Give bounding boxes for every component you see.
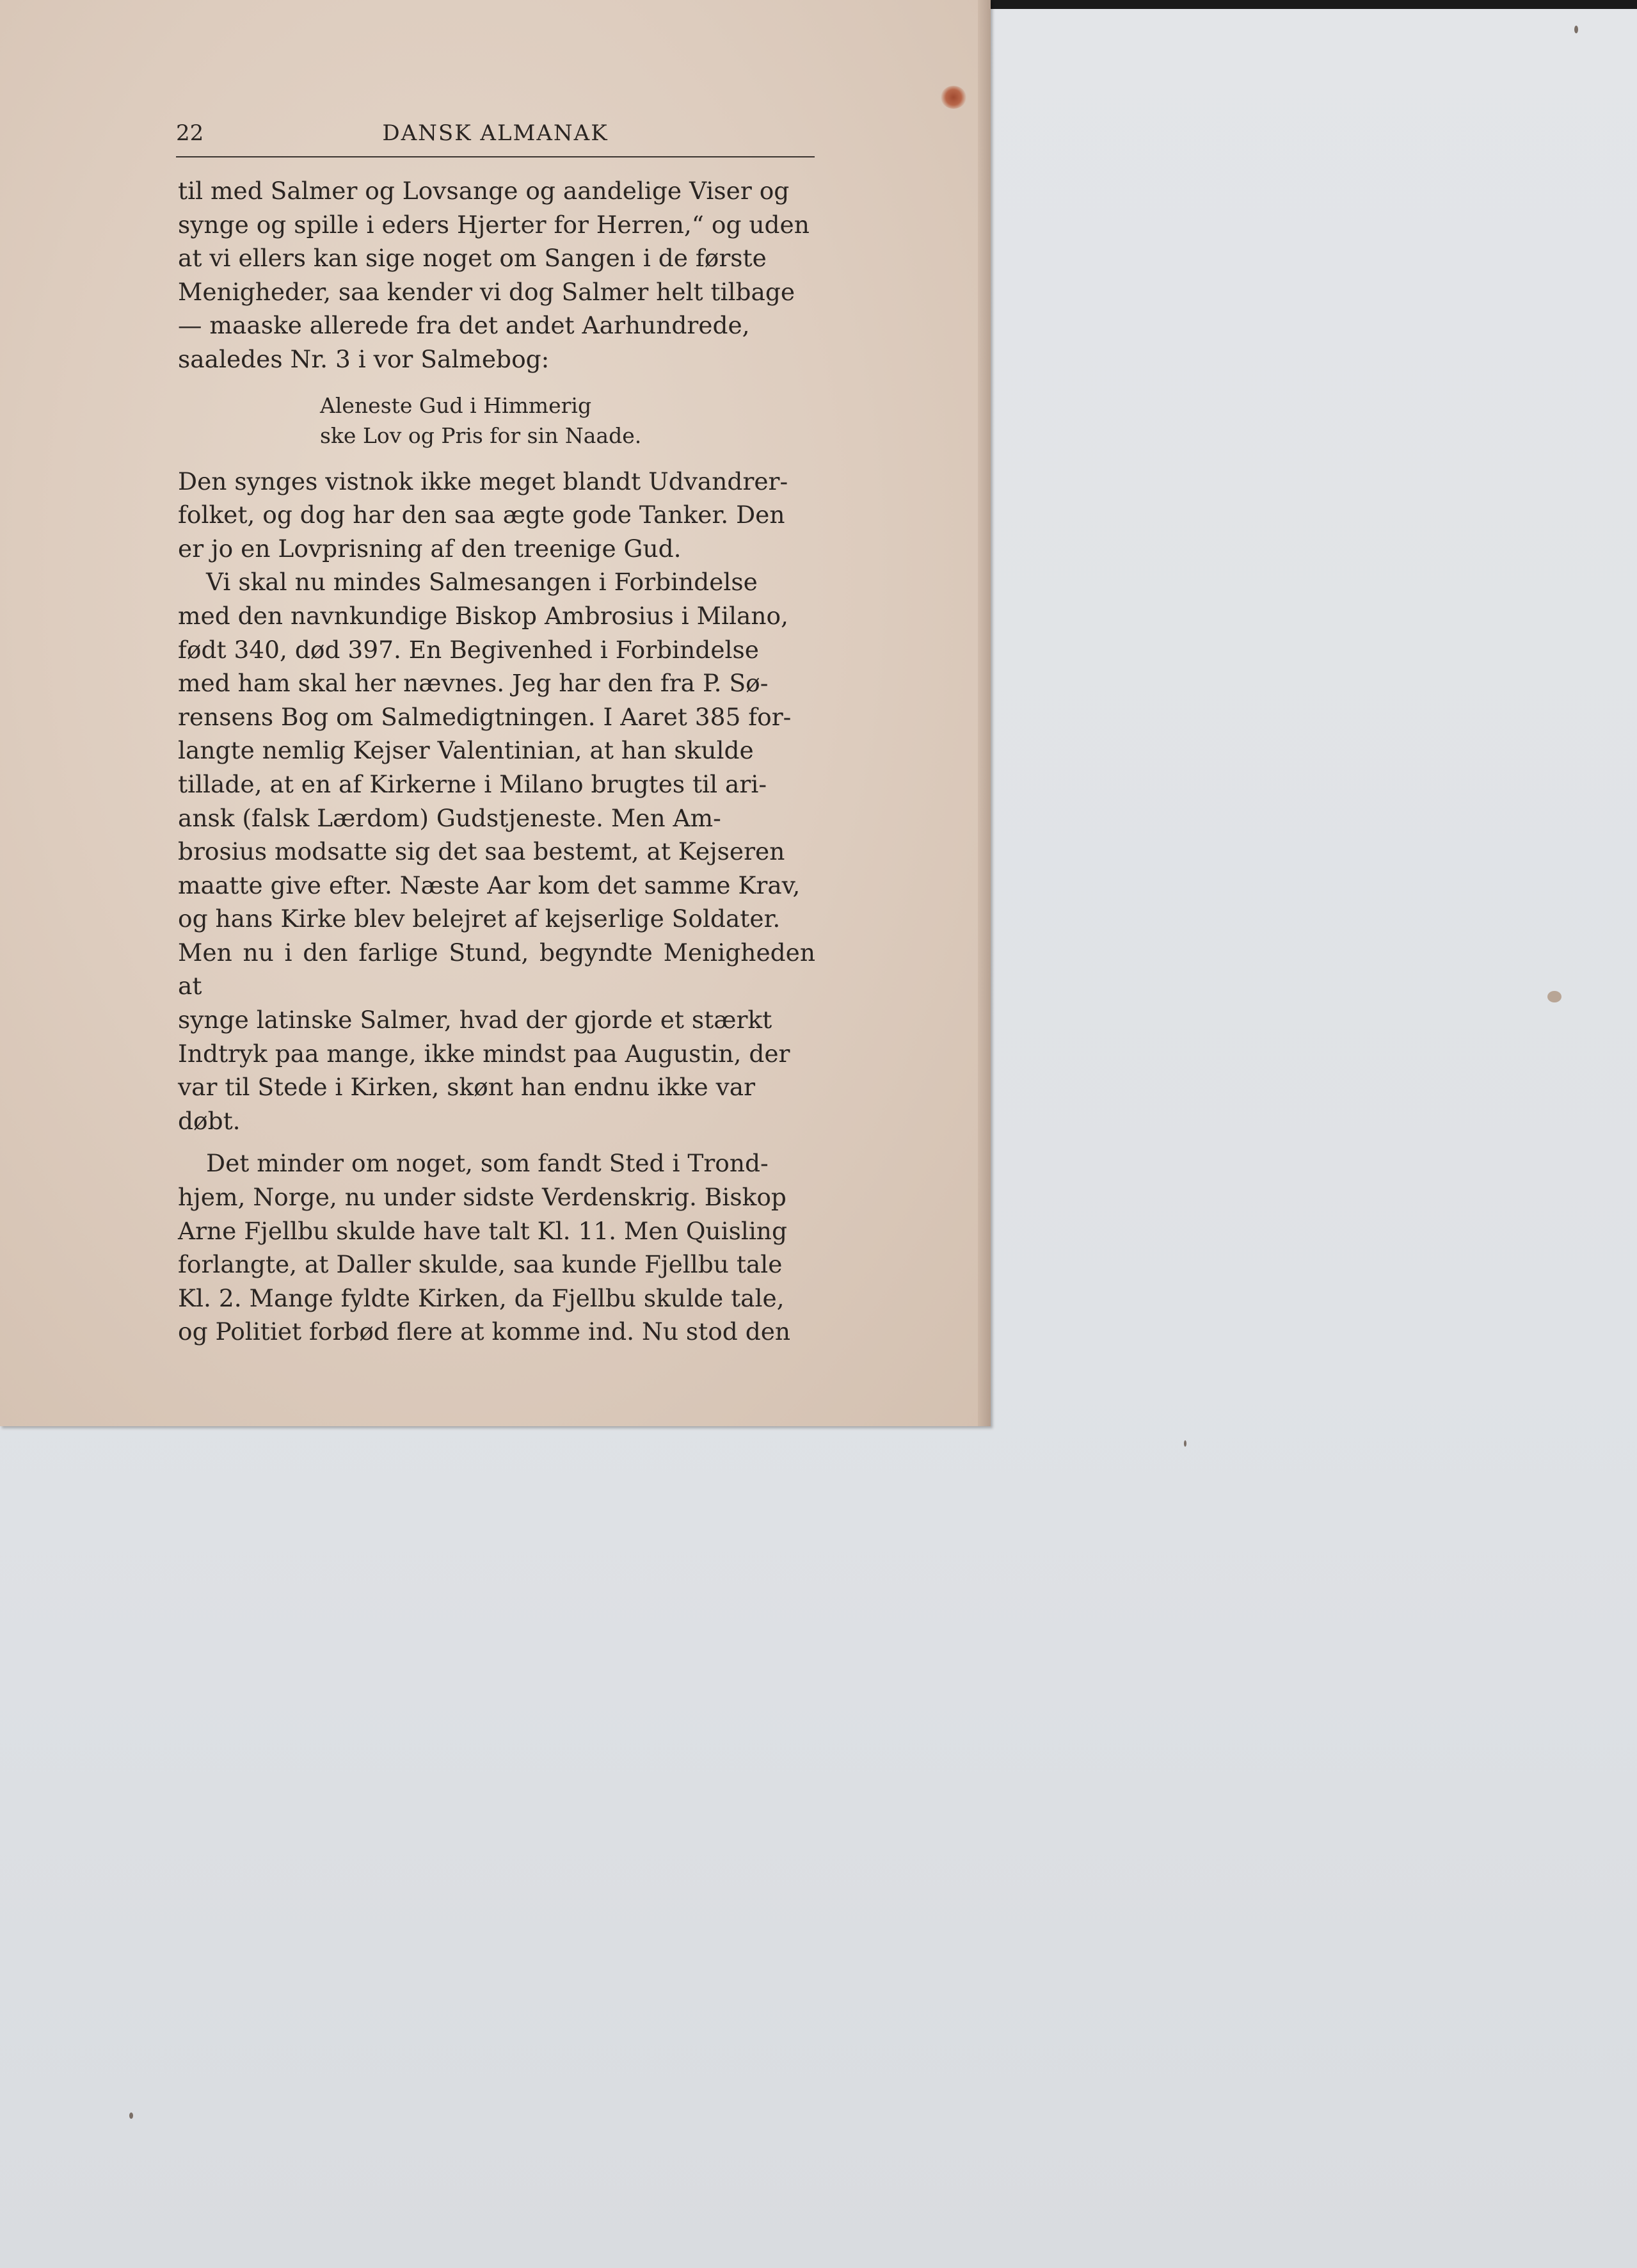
page-number: 22 — [176, 120, 204, 146]
text-line: Menigheder, saa kender vi dog Salmer helt tilbage — [178, 277, 795, 306]
text-line: brosius modsatte sig det saa bestemt, at Kejseren — [178, 837, 785, 866]
text-line: synge latinske Salmer, hvad der gjorde et stærkt — [178, 1006, 772, 1034]
dust-speck — [1547, 991, 1561, 1002]
page-header — [176, 120, 815, 157]
text-line: tillade, at en af Kirkerne i Milano brugtes til ari- — [178, 769, 767, 798]
dust-speck — [1184, 1440, 1186, 1447]
text-line: forlangte, at Daller skulde, saa kunde Fjellbu tale — [178, 1250, 783, 1279]
text-line: maatte give efter. Næste Aar kom det samme Krav, — [178, 871, 801, 899]
scanner-lid-edge — [973, 0, 1637, 9]
quote-line: Aleneste Gud i Himmerig — [320, 392, 592, 418]
text-line: at vi ellers kan sige noget om Sangen i de første — [178, 244, 767, 273]
text-line: Kl. 2. Mange fyldte Kirken, da Fjellbu skulde tale, — [178, 1283, 785, 1312]
text-line: med ham skal her nævnes. Jeg har den fra P. Sø- — [178, 669, 769, 698]
text-line: Det minder om noget, som fandt Sted i Trond- — [206, 1149, 769, 1178]
text-line: saaledes Nr. 3 i vor Salmebog: — [178, 344, 550, 373]
text-line: var til Stede i Kirken, skønt han endnu ikke var — [178, 1073, 756, 1102]
dust-speck — [129, 2112, 133, 2119]
text-line: Indtryk paa mange, ikke mindst paa Augustin, der — [178, 1039, 790, 1068]
body-text — [178, 174, 815, 1349]
text-line: til med Salmer og Lovsange og aandelige Viser og — [178, 177, 790, 205]
text-line: født 340, død 397. En Begivenhed i Forbindelse — [178, 635, 759, 664]
text-line: og Politiet forbød flere at komme ind. Nu stod den — [178, 1317, 791, 1346]
paragraph-1 — [178, 174, 815, 376]
text-line: — maaske allerede fra det andet Aarhundrede, — [178, 311, 750, 340]
text-line: Men nu i den farlige Stund, begyndte Menigheden at — [178, 938, 815, 1001]
rust-stain — [941, 86, 966, 109]
text-line: med den navnkundige Biskop Ambrosius i Milano, — [178, 601, 788, 630]
text-line: langte nemlig Kejser Valentinian, at han skulde — [178, 736, 754, 765]
hymn-quote — [320, 390, 815, 451]
text-line: og hans Kirke blev belejret af kejserlige Soldater. — [178, 905, 781, 933]
page-torn-edge — [978, 0, 991, 1426]
text-line: Den synges vistnok ikke meget blandt Udvandrer- — [178, 467, 788, 495]
text-line: hjem, Norge, nu under sidste Verdenskrig. Biskop — [178, 1183, 787, 1212]
paragraph-3 — [178, 565, 815, 1138]
text-line: synge og spille i eders Hjerter for Herren,“ og uden — [178, 210, 810, 239]
book-page — [0, 0, 991, 1426]
quote-line: ske Lov og Pris for sin Naade. — [320, 422, 642, 448]
text-line: døbt. — [178, 1106, 241, 1135]
running-title: DANSK ALMANAK — [382, 120, 609, 146]
dust-speck — [1574, 26, 1578, 33]
text-line: folket, og dog har den saa ægte gode Tanker. Den — [178, 501, 785, 529]
text-line: rensens Bog om Salmedigtningen. I Aaret 385 for- — [178, 702, 792, 731]
paragraph-2 — [178, 465, 815, 566]
paragraph-4 — [178, 1146, 815, 1349]
text-line: Vi skal nu mindes Salmesangen i Forbindelse — [206, 568, 758, 597]
paragraph-gap — [178, 1138, 815, 1146]
text-line: Arne Fjellbu skulde have talt Kl. 11. Men Quisling — [178, 1216, 787, 1245]
text-line: er jo en Lovprisning af den treenige Gud. — [178, 534, 682, 563]
text-line: ansk (falsk Lærdom) Gudstjeneste. Men Am- — [178, 803, 721, 832]
